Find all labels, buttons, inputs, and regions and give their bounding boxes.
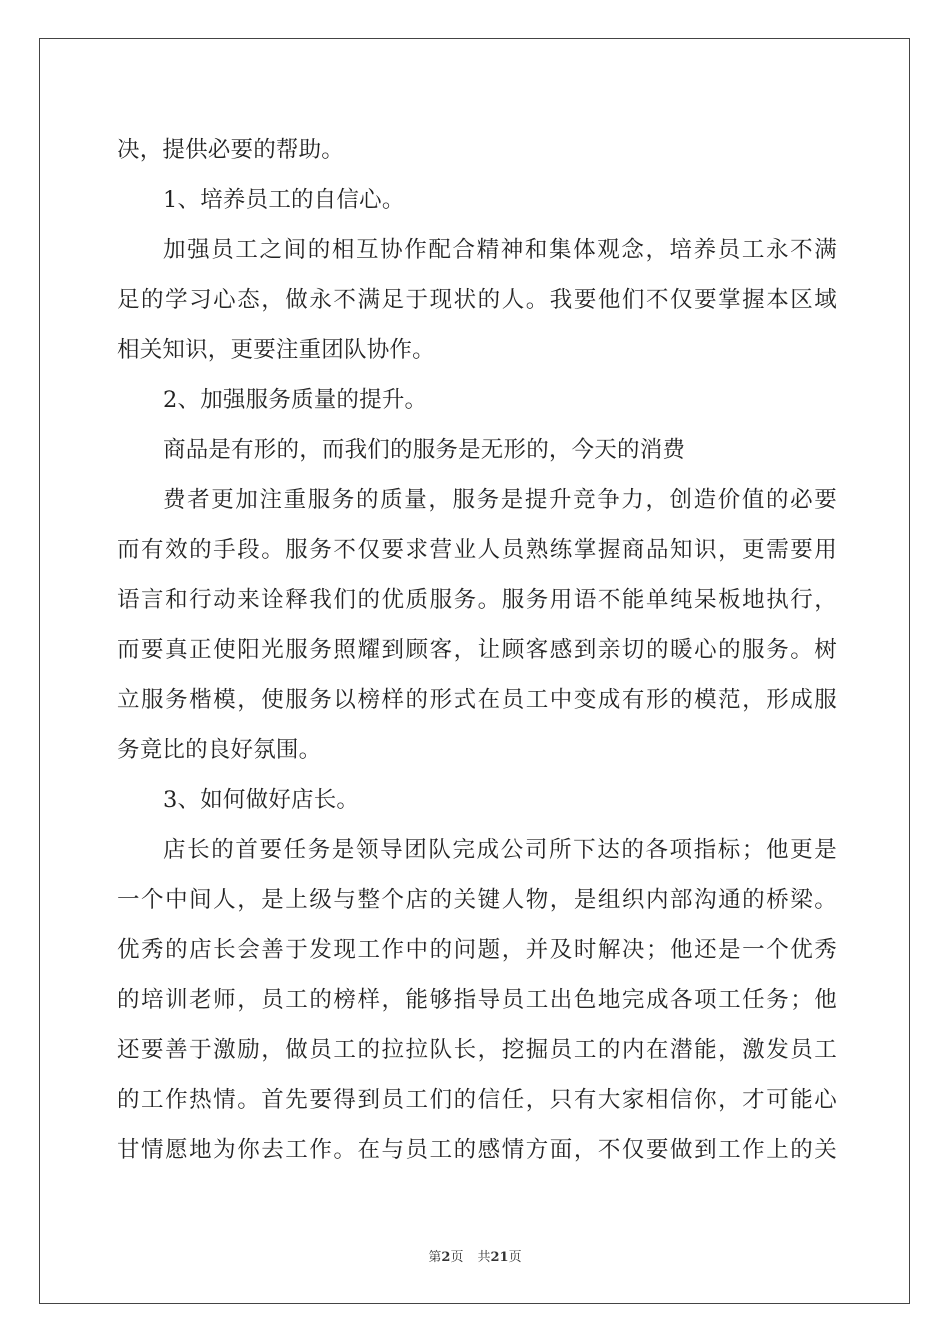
paragraph-line: 务竟比的良好氛围。 [117, 737, 322, 763]
paragraph-line: 一个中间人，是上级与整个店的关键人物，是组织内部沟通的桥梁。 [117, 887, 837, 913]
paragraph-line: 足的学习心态，做永不满足于现状的人。我要他们不仅要掌握本区域 [117, 287, 837, 313]
section-heading-3: 3、如何做好店长。 [163, 787, 360, 813]
paragraph-line: 决，提供必要的帮助。 [117, 137, 345, 163]
total-pages-suffix: 页 [508, 1250, 522, 1265]
section-heading-2: 2、加强服务质量的提升。 [163, 387, 428, 413]
paragraph-line: 加强员工之间的相互协作配合精神和集体观念，培养员工永不满 [163, 237, 837, 263]
paragraph-line: 费者更加注重服务的质量，服务是提升竞争力，创造价值的必要 [163, 487, 837, 513]
paragraph-line: 而要真正使阳光服务照耀到顾客，让顾客感到亲切的暖心的服务。树 [117, 637, 837, 663]
page-number-suffix: 页 [450, 1250, 464, 1265]
paragraph-line: 商品是有形的，而我们的服务是无形的，今天的消费 [163, 437, 686, 463]
paragraph-line: 语言和行动来诠释我们的优质服务。服务用语不能单纯呆板地执行， [117, 587, 837, 613]
paragraph-line: 优秀的店长会善于发现工作中的问题，并及时解决；他还是一个优秀 [117, 937, 837, 963]
paragraph-line: 而有效的手段。服务不仅要求营业人员熟练掌握商品知识，更需要用 [117, 537, 837, 563]
page-number-prefix: 第 [428, 1250, 442, 1265]
paragraph-line: 还要善于激励，做员工的拉拉队长，挖掘员工的内在潜能，激发员工 [117, 1037, 837, 1063]
page-number: 2 [441, 1250, 451, 1265]
document-body [117, 128, 837, 1178]
total-pages-prefix: 共 [477, 1250, 491, 1265]
paragraph-line: 立服务楷模，使服务以榜样的形式在员工中变成有形的模范，形成服 [117, 687, 837, 713]
paragraph-line: 店长的首要任务是领导团队完成公司所下达的各项指标；他更是 [163, 837, 837, 863]
page-footer [0, 1246, 950, 1265]
section-heading-1: 1、培养员工的自信心。 [163, 187, 405, 213]
total-pages: 21 [490, 1250, 509, 1265]
paragraph-line: 甘情愿地为你去工作。在与员工的感情方面，不仅要做到工作上的关 [117, 1137, 837, 1163]
paragraph-line: 相关知识，更要注重团队协作。 [117, 337, 435, 363]
paragraph-line: 的工作热情。首先要得到员工们的信任，只有大家相信你，才可能心 [117, 1087, 837, 1113]
paragraph-line: 的培训老师，员工的榜样，能够指导员工出色地完成各项工任务；他 [117, 987, 837, 1013]
